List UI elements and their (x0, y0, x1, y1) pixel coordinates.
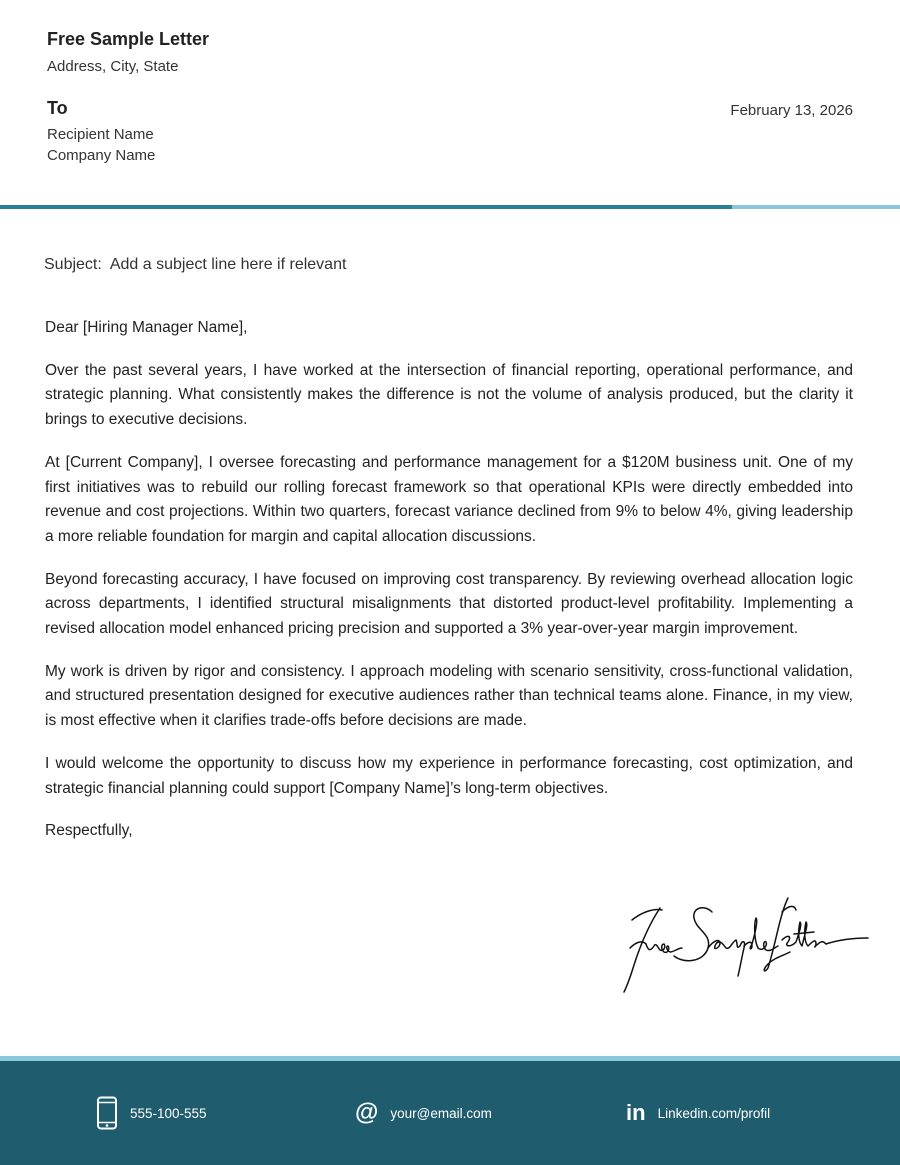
handwritten-signature (612, 890, 872, 1000)
closing: Respectfully, (45, 822, 133, 840)
to-label: To (47, 98, 68, 118)
body-paragraph: I would welcome the opportunity to discuss how my experience in performance forecasting, cost optimization, and strategic financial planning could support [Company Name]’s long-term objectives. (45, 754, 853, 797)
footer-email[interactable] (355, 1061, 492, 1165)
body-paragraph: Over the past several years, I have worked at the intersection of financial reporting, operational performance, and strategic planning. What consistently makes the difference is not the volume of analysis produced, but the clarity it brings to executive decisions. (45, 361, 853, 429)
sender-address: Address, City, State (47, 58, 179, 75)
phone-number: 555-100-555 (130, 1105, 207, 1121)
at-sign-icon: @ (355, 1099, 379, 1126)
body-paragraph: Beyond forecasting accuracy, I have focused on improving cost transparency. By reviewing overhead allocation logic across departments, I identified structural misalignments that distorted product-level profitability. Implementing a revised allocation model enhanced pricing precision and supported a 3% year-over-year margin improvement. (45, 570, 853, 638)
subject-label: Subject: (44, 256, 102, 273)
divider-light-segment (732, 205, 900, 209)
recipient-company: Company Name (47, 147, 156, 164)
linkedin-icon: in (626, 1100, 646, 1125)
body-paragraph: At [Current Company], I oversee forecasting and performance management for a $120M business unit. One of my first initiatives was to rebuild our rolling forecast framework so that operational KPIs were directly embedded into revenue and cost projections. Within two quarters, forecast variance declined from 9% to below 4%, giving leadership a more reliable foundation for margin and capital allocation discussions. (45, 453, 853, 545)
subject-line (44, 256, 346, 274)
phone-icon (96, 1096, 118, 1130)
letter-body (45, 316, 853, 844)
letter-date: February 13, 2026 (730, 102, 853, 119)
linkedin-url: Linkedin.com/profil (657, 1105, 771, 1121)
email-address: your@email.com (390, 1105, 492, 1121)
footer-phone[interactable] (96, 1061, 207, 1165)
salutation: Dear [Hiring Manager Name], (45, 319, 248, 336)
subject-text: Add a subject line here if relevant (109, 256, 347, 273)
contact-footer (0, 1061, 900, 1165)
recipient-name: Recipient Name (47, 126, 154, 143)
header-divider (0, 205, 900, 209)
sender-name: Free Sample Letter (47, 29, 210, 49)
body-paragraph: My work is driven by rigor and consistency. I approach modeling with scenario sensitivity, cross-functional validation, and structured presentation designed for executive audiences rather than technical teams alone. Finance, in my view, is most effective when it clarifies trade-offs before decisions are made. (45, 662, 853, 730)
divider-dark-segment (0, 205, 732, 209)
footer-linkedin[interactable] (626, 1061, 770, 1165)
